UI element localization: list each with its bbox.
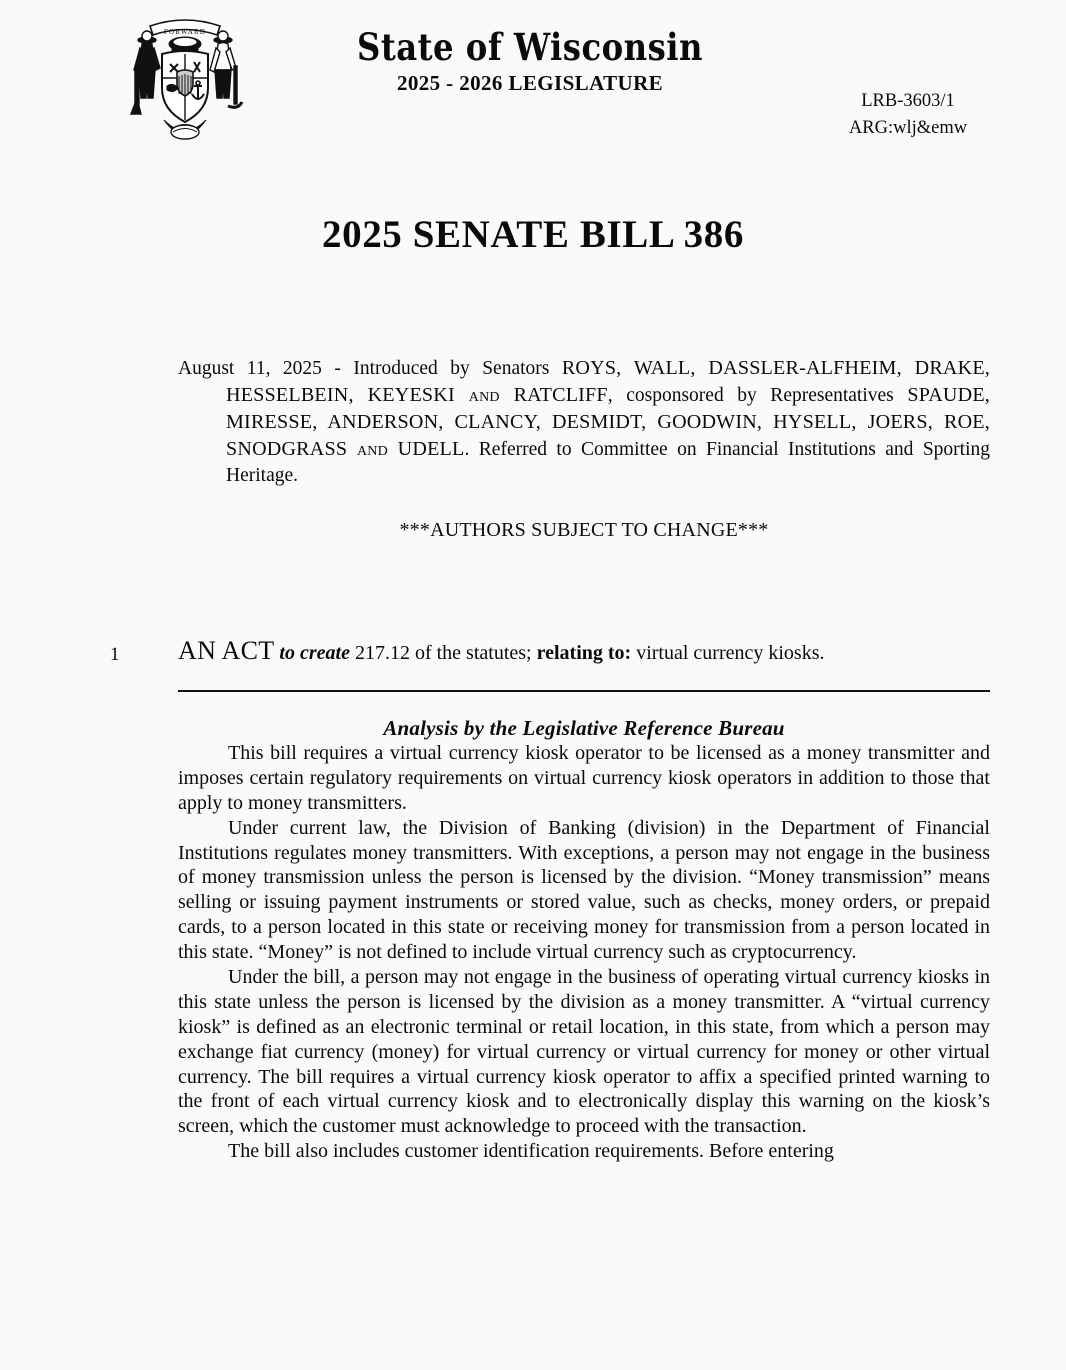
analysis-heading: Analysis by the Legislative Reference Bureau — [383, 716, 785, 740]
analysis-paragraph: The bill also includes customer identification requirements. Before entering — [228, 1140, 834, 1163]
relating-to-label: relating to: — [536, 641, 632, 664]
drafter-code: ARG:wlj&emw — [848, 117, 968, 138]
act-statement — [178, 636, 990, 666]
line-number: 1 — [110, 643, 120, 665]
lrb-block — [808, 88, 1008, 142]
lrb-number: LRB-3603/1 — [861, 91, 955, 111]
analysis-paragraph: This bill requires a virtual currency kiosk operator to be licensed as a money transmitter and imposes certain regulatory requirements on virtual currency kiosk operators in addition to those that apply to money transmitters. — [178, 742, 990, 814]
authors-subject-to-change-note: ***AUTHORS SUBJECT TO CHANGE*** — [399, 518, 769, 541]
masthead — [0, 0, 1066, 160]
act-action: to create — [279, 641, 350, 664]
act-statute: 217.12 of the statutes; — [349, 641, 537, 664]
bill-title: 2025 SENATE BILL 386 — [322, 213, 744, 256]
introduction-paragraph — [178, 355, 990, 489]
legislature-session: 2025 - 2026 LEGISLATURE — [396, 70, 664, 95]
act-row — [0, 636, 1066, 676]
cosponsor-prefix: , cosponsored by Representatives — [607, 384, 908, 406]
wisconsin-coat-of-arms-icon — [120, 8, 250, 148]
an-act-keyword: AN ACT — [178, 635, 275, 665]
state-name: State of Wisconsin — [357, 25, 703, 69]
senator-list: ROYS, WALL, DASSLER-ALFHEIM, DRAKE, HESSELBEIN, KEYESKI and RATCLIFF — [226, 357, 990, 406]
act-subject: virtual currency kiosks. — [631, 641, 825, 664]
representative-list: SPAUDE, MIRESSE, ANDERSON, CLANCY, DESMIDT, GOODWIN, HYSELL, JOERS, ROE, SNODGRASS and UDELL — [226, 383, 991, 460]
intro-date: August 11, 2025 - Introduced by Senators — [178, 358, 562, 379]
analysis-paragraph: Under current law, the Division of Banking (division) in the Department of Financial Institutions regulates money transmitters. With exceptions, a person may not engage in the business of money transmission unless the person is licensed by the division. “Money transmission” means selling or issuing payment instruments or stored value, such as checks, money orders, or prepaid cards, to a person located in this state or receiving money for transmission from a person located in this state. “Money” is not defined to include virtual currency such as cryptocurrency. — [178, 816, 990, 964]
masthead-center — [300, 25, 760, 96]
svg-text:FORWARD: FORWARD — [163, 28, 207, 36]
analysis-section — [178, 716, 990, 1164]
analysis-paragraph: Under the bill, a person may not engage in the business of operating virtual currency kiosks in this state unless the person is licensed by the division as a money transmitter. A “virtual currency kiosk” is defined as an electronic terminal or retail location, in this state, from which a person may exchange fiat currency (money) for virtual currency or virtual currency for money or other virtual currency. The bill requires a virtual currency kiosk operator to affix a specified printed warning to the front of each virtual currency kiosk and to electronically display this warning on the kiosk’s screen, which the customer must acknowledge to proceed with the transaction. — [178, 966, 990, 1138]
committee-referral: . Referred to Committee on Financial Institutions and Sporting Heritage. — [226, 438, 990, 486]
section-divider — [178, 690, 990, 692]
